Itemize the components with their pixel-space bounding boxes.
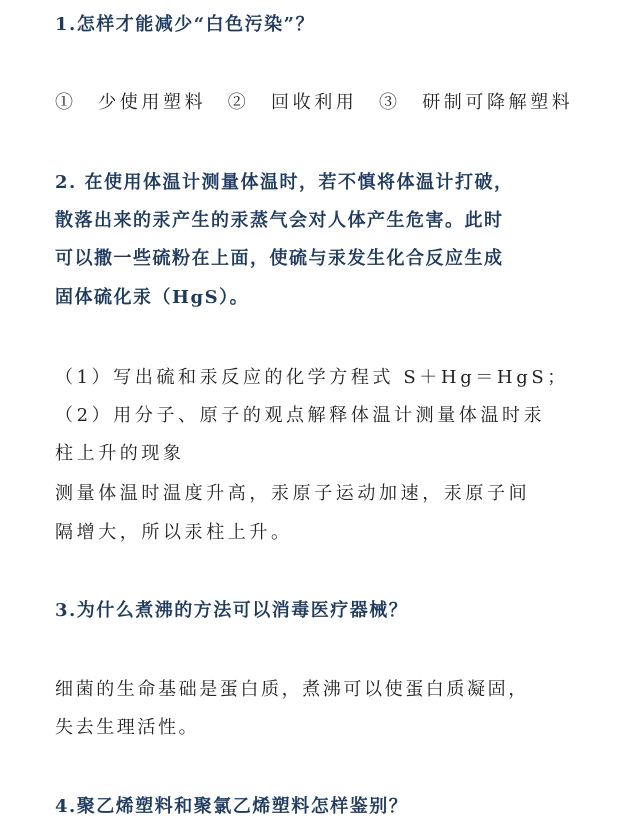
question-1-answer: ① 少使用塑料 ② 回收利用 ③ 研制可降解塑料 xyxy=(55,92,574,113)
question-2-answer-line-1: 测量体温时温度升高，汞原子运动加速，汞原子间 xyxy=(55,483,531,504)
question-2-sub-2-line-1: （2）用分子、原子的观点解释体温计测量体温时汞 xyxy=(55,405,546,426)
question-2-line-4: 固体硫化汞（HgS）。 xyxy=(55,287,250,308)
question-2-line-2: 散落出来的汞产生的汞蒸气会对人体产生危害。此时 xyxy=(55,210,504,231)
question-3-answer-line-1: 细菌的生命基础是蛋白质，煮沸可以使蛋白质凝固， xyxy=(55,679,529,700)
question-3-title: 3.为什么煮沸的方法可以消毒医疗器械？ xyxy=(55,600,409,621)
question-1-title: 1.怎样才能减少“白色污染”？ xyxy=(55,14,315,35)
question-2-sub-1: （1）写出硫和汞反应的化学方程式 S＋Hg＝HgS； xyxy=(55,367,569,388)
question-4-title: 4.聚乙烯塑料和聚氯乙烯塑料怎样鉴别？ xyxy=(55,796,409,817)
question-2-line-3: 可以撒一些硫粉在上面，使硫与汞发生化合反应生成 xyxy=(55,248,504,269)
question-2-line-1: 2. 在使用体温计测量体温时，若不慎将体温计打破， xyxy=(55,172,514,193)
question-2-answer-line-2: 隔增大，所以汞柱上升。 xyxy=(55,522,293,543)
question-2-sub-2-line-2: 柱上升的现象 xyxy=(55,443,185,464)
question-3-answer-line-2: 失去生理活性。 xyxy=(55,717,200,738)
